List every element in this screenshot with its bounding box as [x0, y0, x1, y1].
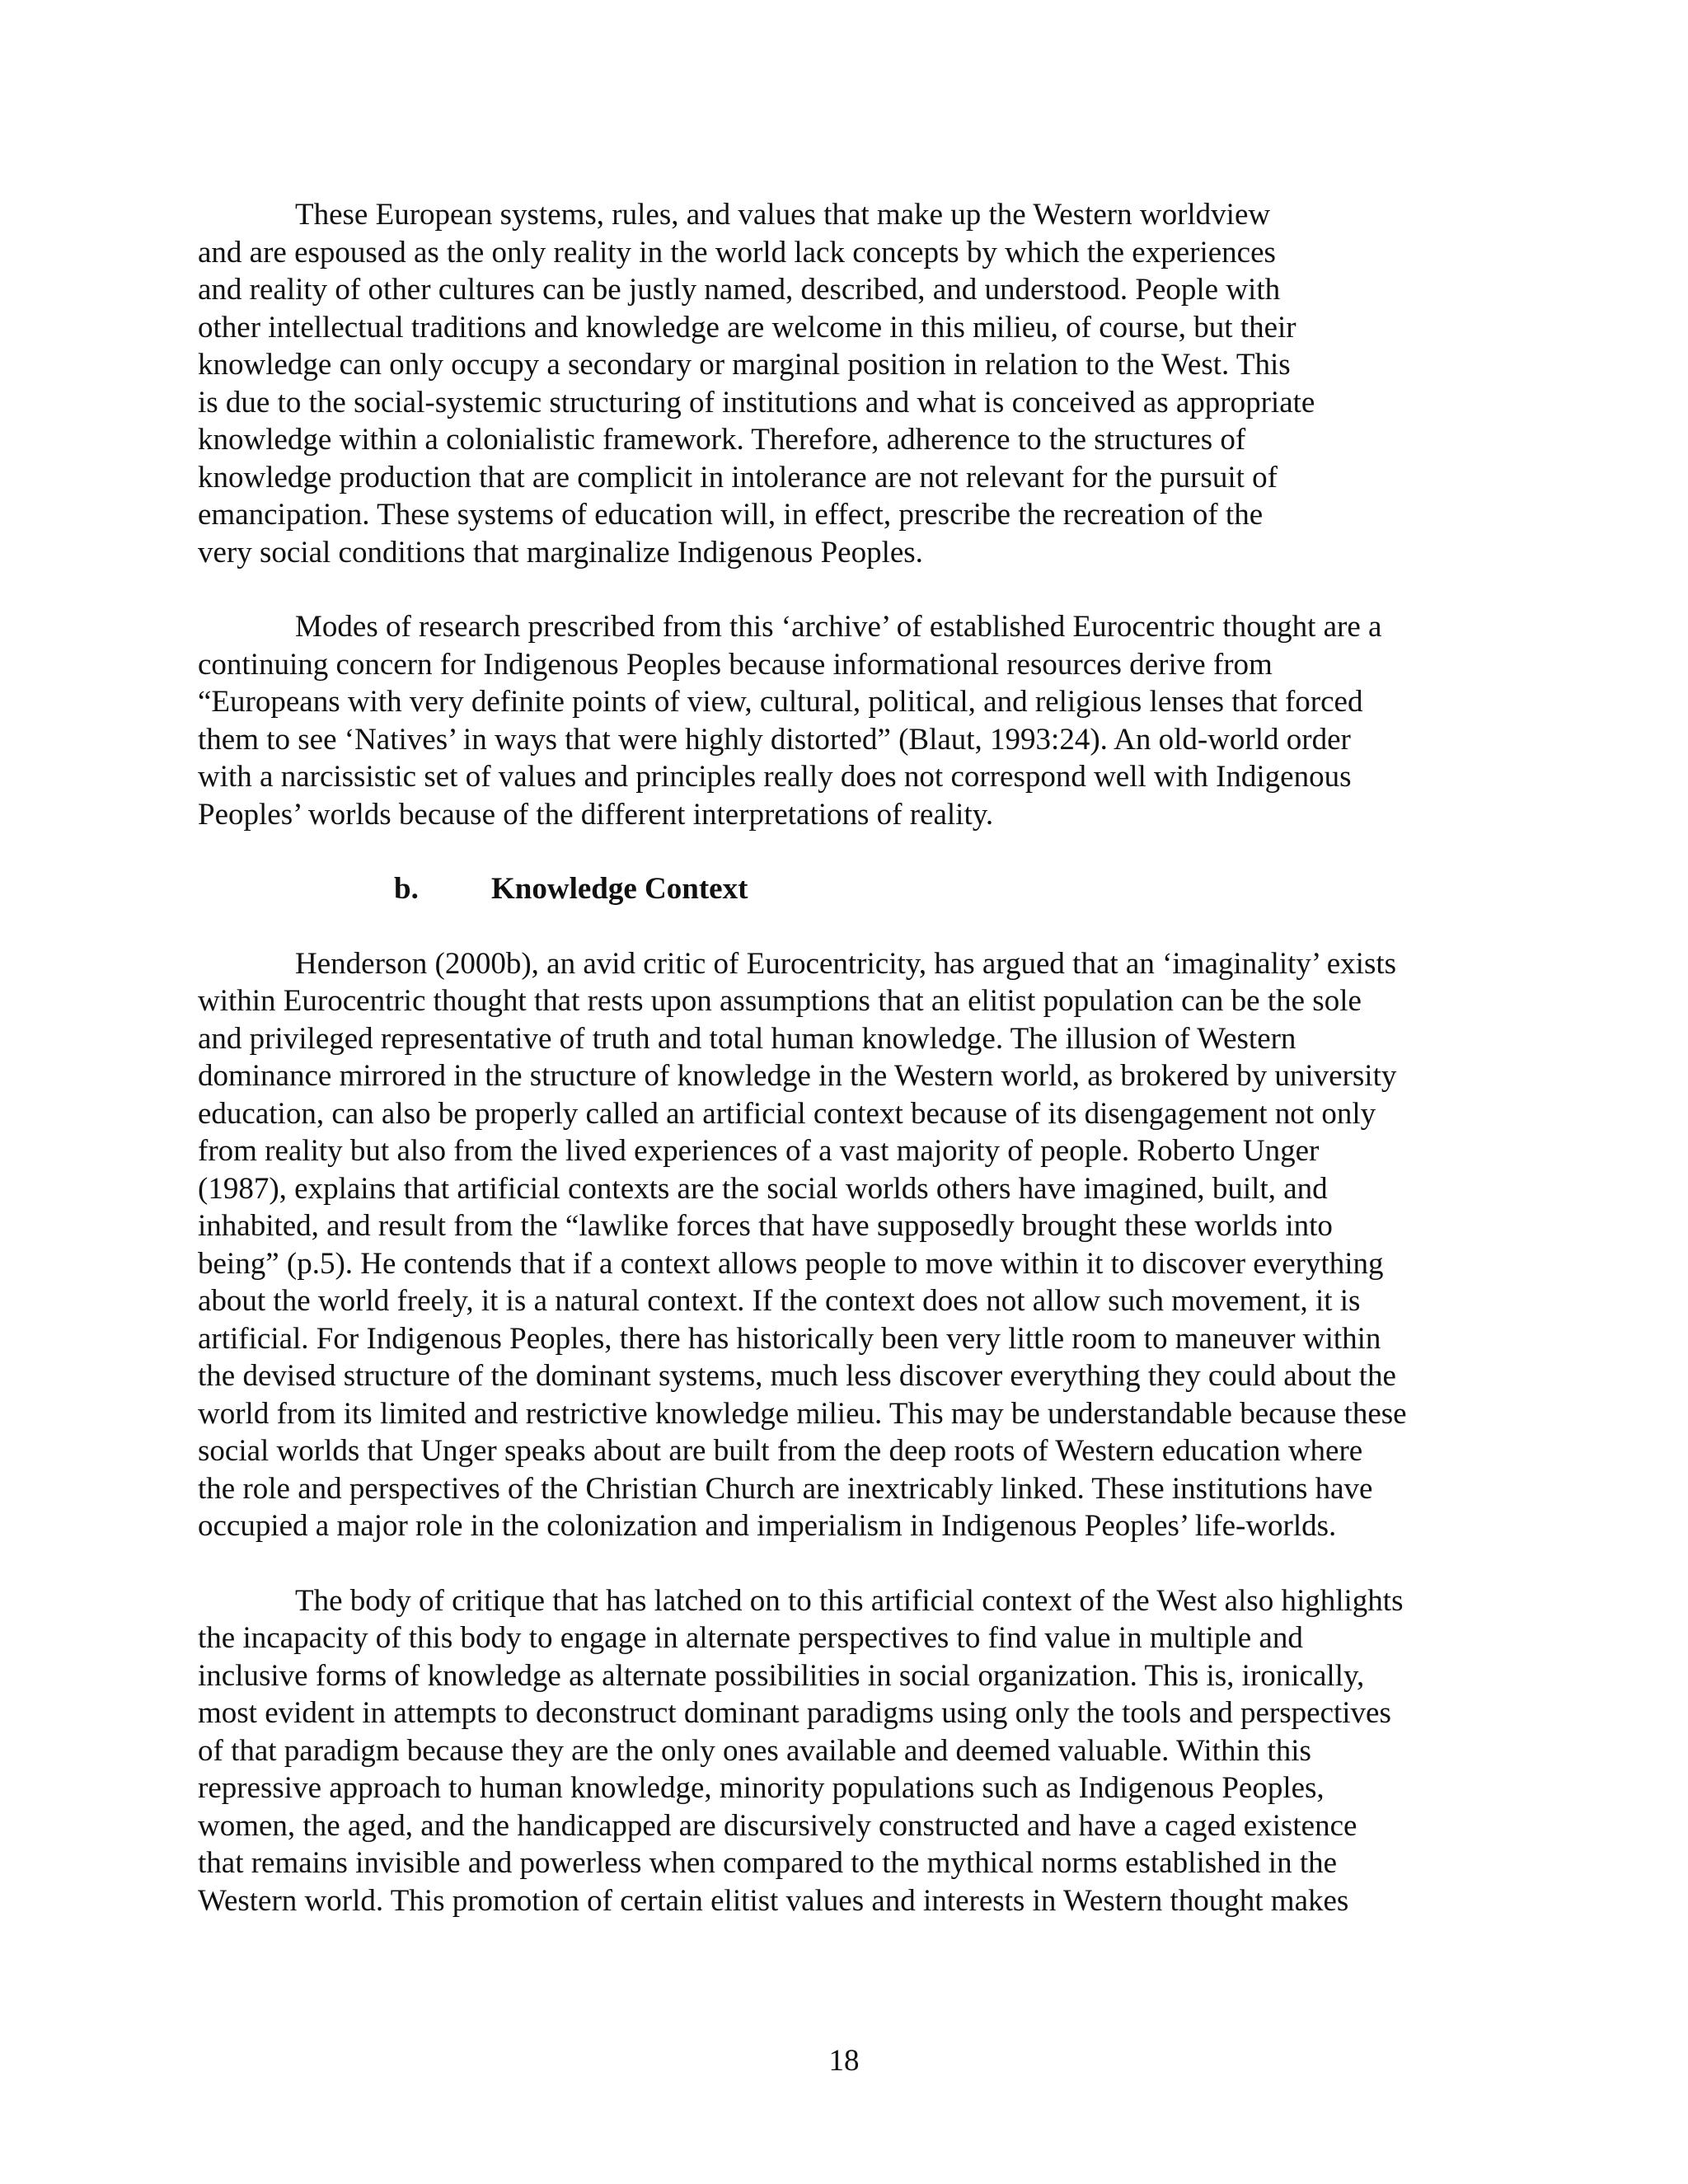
- text-line: and privileged representative of truth and total human knowledge. The illusion of Western: [198, 1021, 1296, 1056]
- text-line: from reality but also from the lived experiences of a vast majority of people. Roberto Unger: [198, 1134, 1320, 1168]
- text-line: social worlds that Unger speaks about are built from the deep roots of Western education where: [198, 1434, 1363, 1468]
- text-line: artificial. For Indigenous Peoples, there has historically been very little room to maneuver within: [198, 1321, 1381, 1356]
- text-line: repressive approach to human knowledge, minority populations such as Indigenous Peoples,: [198, 1771, 1325, 1805]
- paragraph-gap: [198, 908, 1508, 945]
- text-line: them to see ‘Natives’ in ways that were highly distorted” (Blaut, 1993:24). An old-world order: [198, 722, 1351, 757]
- text-line: other intellectual traditions and knowledge are welcome in this milieu, of course, but their: [198, 310, 1296, 344]
- text-line: inclusive forms of knowledge as alternate possibilities in social organization. This is, ironically,: [198, 1658, 1365, 1693]
- text-line: of that paradigm because they are the only ones available and deemed valuable. Within this: [198, 1733, 1311, 1768]
- text-line: the role and perspectives of the Christian Church are inextricably linked. These institutions have: [198, 1471, 1373, 1506]
- text-line: and are espoused as the only reality in the world lack concepts by which the experiences: [198, 235, 1276, 269]
- text-line: inhabited, and result from the “lawlike forces that have supposedly brought these worlds into: [198, 1209, 1333, 1243]
- text-line: emancipation. These systems of education will, in effect, prescribe the recreation of the: [198, 498, 1264, 532]
- text-line: within Eurocentric thought that rests upon assumptions that an elitist population can be the sole: [198, 984, 1362, 1018]
- text-line: that remains invisible and powerless when compared to the mythical norms established in the: [198, 1846, 1338, 1880]
- body-text: [198, 196, 1508, 1919]
- paragraph-henderson: [198, 945, 1508, 1545]
- paragraph-gap: [198, 571, 1508, 608]
- text-line: women, the aged, and the handicapped are discursively constructed and have a caged existence: [198, 1808, 1357, 1843]
- text-line: is due to the social-systemic structuring of institutions and what is conceived as appropriate: [198, 385, 1315, 419]
- paragraph-western-worldview: [198, 196, 1508, 571]
- text-line: “Europeans with very definite points of view, cultural, political, and religious lenses that forced: [198, 685, 1363, 719]
- paragraph-gap: [198, 833, 1508, 870]
- text-line: and reality of other cultures can be justly named, described, and understood. People with: [198, 273, 1281, 307]
- text-line: education, can also be properly called an artificial context because of its disengagement not only: [198, 1096, 1376, 1131]
- text-line: Henderson (2000b), an avid critic of Eurocentricity, has argued that an ‘imaginality’ exists: [295, 946, 1397, 981]
- text-line: world from its limited and restrictive knowledge milieu. This may be understandable because these: [198, 1396, 1407, 1431]
- text-line: dominance mirrored in the structure of knowledge in the Western world, as brokered by university: [198, 1059, 1397, 1093]
- page-number: 18: [828, 2044, 860, 2078]
- text-line: Western world. This promotion of certain elitist values and interests in Western thought makes: [198, 1883, 1349, 1918]
- text-line: the incapacity of this body to engage in alternate perspectives to find value in multiple and: [198, 1621, 1303, 1655]
- text-line: with a narcissistic set of values and principles really does not correspond well with Indigenous: [198, 760, 1352, 794]
- paragraph-modes-of-research: [198, 608, 1508, 833]
- section-title: Knowledge Context: [491, 872, 748, 906]
- section-heading: [198, 870, 1508, 908]
- text-line: Modes of research prescribed from this ‘archive’ of established Eurocentric thought are a: [295, 610, 1382, 644]
- text-line: These European systems, rules, and values that make up the Western worldview: [295, 198, 1271, 232]
- section-label: b.: [394, 872, 419, 906]
- text-line: occupied a major role in the colonization and imperialism in Indigenous Peoples’ life-worlds.: [198, 1509, 1337, 1543]
- text-line: (1987), explains that artificial contexts are the social worlds others have imagined, built, and: [198, 1171, 1328, 1206]
- text-line: knowledge can only occupy a secondary or marginal position in relation to the West. This: [198, 348, 1291, 382]
- paragraph-body-of-critique: [198, 1582, 1508, 1920]
- paragraph-gap: [198, 1545, 1508, 1582]
- text-line: being” (p.5). He contends that if a context allows people to move within it to discover everything: [198, 1246, 1384, 1281]
- text-line: Peoples’ worlds because of the different interpretations of reality.: [198, 797, 994, 832]
- text-line: the devised structure of the dominant systems, much less discover everything they could about the: [198, 1359, 1396, 1393]
- text-line: very social conditions that marginalize Indigenous Peoples.: [198, 535, 923, 569]
- text-line: continuing concern for Indigenous Peoples because informational resources derive from: [198, 647, 1273, 682]
- text-line: The body of critique that has latched on to this artificial context of the West also highlights: [295, 1583, 1404, 1618]
- text-line: about the world freely, it is a natural context. If the context does not allow such movement, it is: [198, 1284, 1361, 1318]
- text-line: most evident in attempts to deconstruct dominant paradigms using only the tools and perspectives: [198, 1696, 1391, 1730]
- text-line: knowledge production that are complicit in intolerance are not relevant for the pursuit of: [198, 460, 1278, 494]
- text-line: knowledge within a colonialistic framework. Therefore, adherence to the structures of: [198, 423, 1246, 457]
